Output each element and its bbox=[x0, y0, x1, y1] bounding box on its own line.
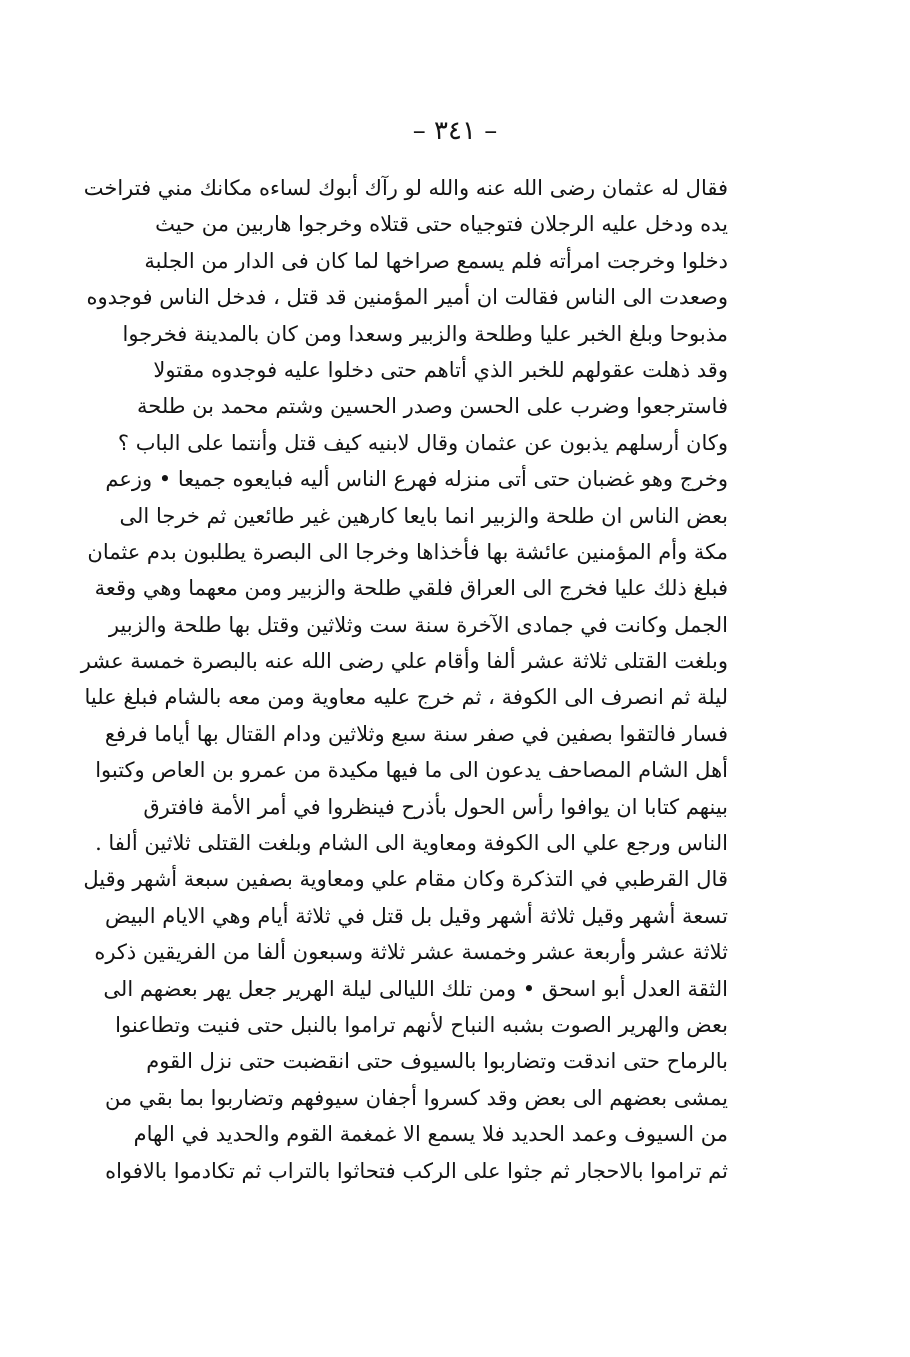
text-line: ليلة ثم انصرف الى الكوفة ، ثم خرج عليه معاوية ومن معه بالشام فبلغ عليا bbox=[84, 685, 728, 710]
body-text bbox=[80, 170, 728, 1189]
text-line: مذبوحا وبلغ الخبر عليا وطلحة والزبير وسعدا ومن كان بالمدينة فخرجوا bbox=[122, 321, 728, 346]
text-line: يده ودخل عليه الرجلان فتوجياه حتى قتلاه وخرجوا هاربين من حيث bbox=[155, 212, 728, 237]
text-line: دخلوا وخرجت امرأته فلم يسمع صراخها لما كان فى الدار من الجلبة bbox=[144, 248, 728, 273]
text-line: الجمل وكانت في جمادى الآخرة سنة ست وثلاثين وقتل بها طلحة والزبير bbox=[108, 612, 728, 637]
text-line: ثلاثة عشر وأربعة عشر وخمسة عشر ثلاثة وسبعون ألفا من الفريقين ذكره bbox=[94, 940, 728, 965]
text-line: بعض والهرير الصوت بشبه النباح لأنهم تراموا بالنبل حتى فنيت وتطاعنوا bbox=[115, 1012, 728, 1037]
text-line: الثقة العدل أبو اسحق • ومن تلك الليالى ليلة الهرير جعل يهر بعضهم الى bbox=[103, 976, 728, 1001]
text-line: يمشى بعضهم الى بعض وقد كسروا أجفان سيوفهم وتضاربوا بما بقي من bbox=[104, 1085, 728, 1110]
text-line: بالرماح حتى اندقت وتضاربوا بالسيوف حتى انقضبت حتى نزل القوم bbox=[146, 1049, 728, 1074]
text-line: قال القرطبي في التذكرة وكان مقام علي ومعاوية بصفين سبعة أشهر وقيل bbox=[83, 867, 728, 892]
text-line: بينهم كتابا ان يوافوا رأس الحول بأذرح فينظروا في أمر الأمة فافترق bbox=[143, 794, 728, 819]
text-line: تسعة أشهر وقيل ثلاثة أشهر وقيل بل قتل في ثلاثة أيام وهي الايام البيض bbox=[105, 903, 728, 928]
text-line: وخرج وهو غضبان حتى أتى منزله فهرع الناس أليه فبايعوه جميعا • وزعم bbox=[105, 467, 728, 492]
text-line: ثم تراموا بالاحجار ثم جثوا على الركب فتحاثوا بالتراب ثم تكادموا بالافواه bbox=[105, 1158, 728, 1183]
page-number: – ٣٤١ – bbox=[412, 116, 498, 146]
text-line: وصعدت الى الناس فقالت ان أمير المؤمنين قد قتل ، فدخل الناس فوجدوه bbox=[86, 285, 728, 310]
text-line: مكة وأم المؤمنين عائشة بها فأخذاها وخرجا الى البصرة يطلبون بدم عثمان bbox=[87, 539, 728, 564]
text-line: من السيوف وعمد الحديد فلا يسمع الا غمغمة القوم والحديد في الهام bbox=[133, 1122, 728, 1147]
text-line: أهل الشام المصاحف يدعون الى ما فيها مكيدة من عمرو بن العاص وكتبوا bbox=[95, 758, 728, 783]
text-line: وكان أرسلهم يذبون عن عثمان وقال لابنيه كيف قتل وأنتما على الباب ؟ bbox=[117, 430, 728, 455]
text-line: فبلغ ذلك عليا فخرج الى العراق فلقي طلحة والزبير ومن معهما وهي وقعة bbox=[94, 576, 728, 601]
text-line: الناس ورجع علي الى الكوفة ومعاوية الى الشام وبلغت القتلى ثلاثين ألفا . bbox=[95, 831, 728, 856]
text-line: وبلغت القتلى ثلاثة عشر ألفا وأقام علي رضى الله عنه بالبصرة خمسة عشر bbox=[80, 649, 728, 674]
text-line: وقد ذهلت عقولهم للخبر الذي أتاهم حتى دخلوا عليه فوجدوه مقتولا bbox=[153, 357, 728, 382]
text-line: فقال له عثمان رضى الله عنه والله لو رآك أبوك لساءه مكانك مني فتراخت bbox=[83, 176, 728, 200]
text-line: بعض الناس ان طلحة والزبير انما بايعا كارهين غير طائعين ثم خرجا الى bbox=[119, 503, 728, 528]
text-line: فسار فالتقوا بصفين في صفر سنة سبع وثلاثين ودام القتال بها أياما فرفع bbox=[104, 721, 728, 746]
text-line: فاسترجعوا وضرب على الحسن وصدر الحسين وشتم محمد بن طلحة bbox=[137, 394, 728, 419]
